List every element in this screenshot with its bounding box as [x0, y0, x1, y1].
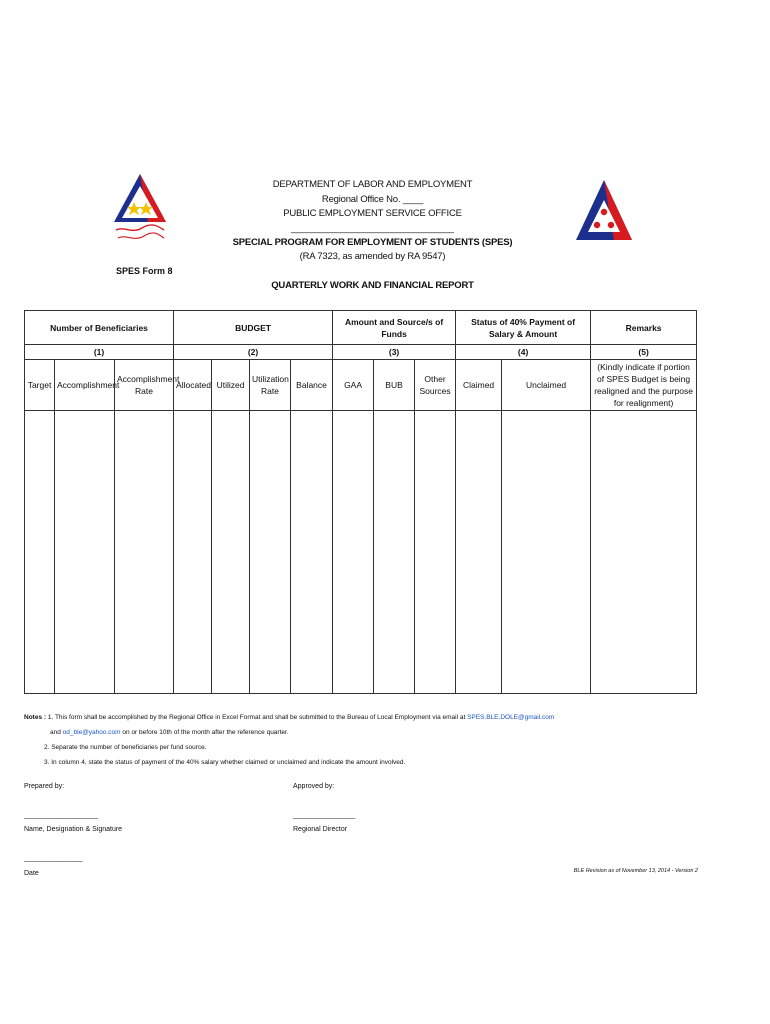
- group-header-budget: BUDGET: [174, 311, 333, 345]
- group-header-remarks: Remarks: [591, 311, 697, 345]
- approved-by-label: Approved by:: [293, 783, 335, 790]
- subheader-accomplishment-rate: Accomplishment Rate: [115, 360, 174, 411]
- note-1-text: 1. This form shall be accomplished by the Regional Office in Excel Format and shall be submitted to the Bureau of Local Employment via email at: [47, 714, 466, 721]
- republic-act: (RA 7323, as amended by RA 9547): [299, 251, 446, 262]
- column-number-2: (2): [174, 345, 333, 360]
- subheader-unclaimed: Unclaimed: [502, 360, 591, 411]
- subheader-claimed: Claimed: [456, 360, 502, 411]
- note-1-second-email-link[interactable]: od_ble@yahoo.com: [62, 729, 121, 736]
- cell-claimed[interactable]: [456, 411, 502, 694]
- subheader-gaa: GAA: [333, 360, 374, 411]
- regional-office: Regional Office No. ____: [321, 194, 424, 205]
- column-number-3: (3): [333, 345, 456, 360]
- cell-bub[interactable]: [374, 411, 415, 694]
- cell-allocated[interactable]: [174, 411, 212, 694]
- office-blank-line: ________________________________: [291, 223, 454, 234]
- subheader-accomplishment: Accomplishment: [55, 360, 115, 411]
- subheader-balance: Balance: [291, 360, 333, 411]
- cell-utilized[interactable]: [212, 411, 250, 694]
- subheader-utilized: Utilized: [212, 360, 250, 411]
- cell-gaa[interactable]: [333, 411, 374, 694]
- peso-name: PUBLIC EMPLOYMENT SERVICE OFFICE: [283, 208, 462, 219]
- note-1-email-link[interactable]: SPES.BLE.DOLE@gmail.com: [467, 714, 555, 721]
- report-title: QUARTERLY WORK AND FINANCIAL REPORT: [271, 280, 474, 291]
- subheader-utilization-rate: Utilization Rate: [250, 360, 291, 411]
- note-1-and: and: [50, 729, 61, 736]
- approved-by-signature-line: ________________: [293, 812, 356, 819]
- subheader-remarks-note: (Kindly indicate if portion of SPES Budget is being realigned and the purpose for realignment): [591, 360, 697, 411]
- dole-triangle-logo: [574, 178, 634, 244]
- data-entry-row: [25, 411, 697, 694]
- cell-target[interactable]: [25, 411, 55, 694]
- note-3: 3. In column 4, state the status of payment of the 40% salary whether claimed or unclaimed and indicate the amount involved.: [44, 759, 406, 766]
- group-header-beneficiaries: Number of Beneficiaries: [25, 311, 174, 345]
- cell-unclaimed[interactable]: [502, 411, 591, 694]
- group-header-funds: Amount and Source/s of Funds: [333, 311, 456, 345]
- group-header-payment-status: Status of 40% Payment of Salary & Amount: [456, 311, 591, 345]
- cell-accomplishment[interactable]: [55, 411, 115, 694]
- cell-other-sources[interactable]: [415, 411, 456, 694]
- date-line: _______________: [24, 855, 83, 862]
- subheader-allocated: Allocated: [174, 360, 212, 411]
- dept-name: DEPARTMENT OF LABOR AND EMPLOYMENT: [272, 179, 473, 190]
- date-label: Date: [24, 870, 39, 877]
- cell-remarks[interactable]: [591, 411, 697, 694]
- column-number-1: (1): [25, 345, 174, 360]
- notes-label: Notes :: [24, 714, 47, 721]
- revision-note: BLE Revision as of November 13, 2014 - Version 2: [573, 868, 698, 874]
- note-1-tail: on or before 10th of the month after the reference quarter.: [122, 729, 289, 736]
- notes-section: [24, 710, 724, 770]
- name-designation-label: Name, Designation & Signature: [24, 826, 123, 833]
- prepared-by-signature-line: ___________________: [24, 812, 98, 819]
- regional-director-label: Regional Director: [293, 826, 348, 833]
- cell-utilization-rate[interactable]: [250, 411, 291, 694]
- cell-accomplishment-rate[interactable]: [115, 411, 174, 694]
- subheader-other-sources: Other Sources: [415, 360, 456, 411]
- note-2: 2. Separate the number of beneficiaries per fund source.: [44, 744, 207, 751]
- prepared-by-label: Prepared by:: [24, 783, 65, 790]
- subheader-target: Target: [25, 360, 55, 411]
- subheader-bub: BUB: [374, 360, 415, 411]
- note-1-continued: [24, 725, 724, 740]
- program-title: SPECIAL PROGRAM FOR EMPLOYMENT OF STUDENTS (SPES): [232, 237, 513, 248]
- report-table: [24, 310, 697, 694]
- form-number: SPES Form 8: [116, 266, 173, 276]
- column-number-5: (5): [591, 345, 697, 360]
- cell-balance[interactable]: [291, 411, 333, 694]
- note-1: [24, 710, 724, 725]
- column-number-4: (4): [456, 345, 591, 360]
- dole-bagong-pilipinas-logo: [112, 172, 168, 252]
